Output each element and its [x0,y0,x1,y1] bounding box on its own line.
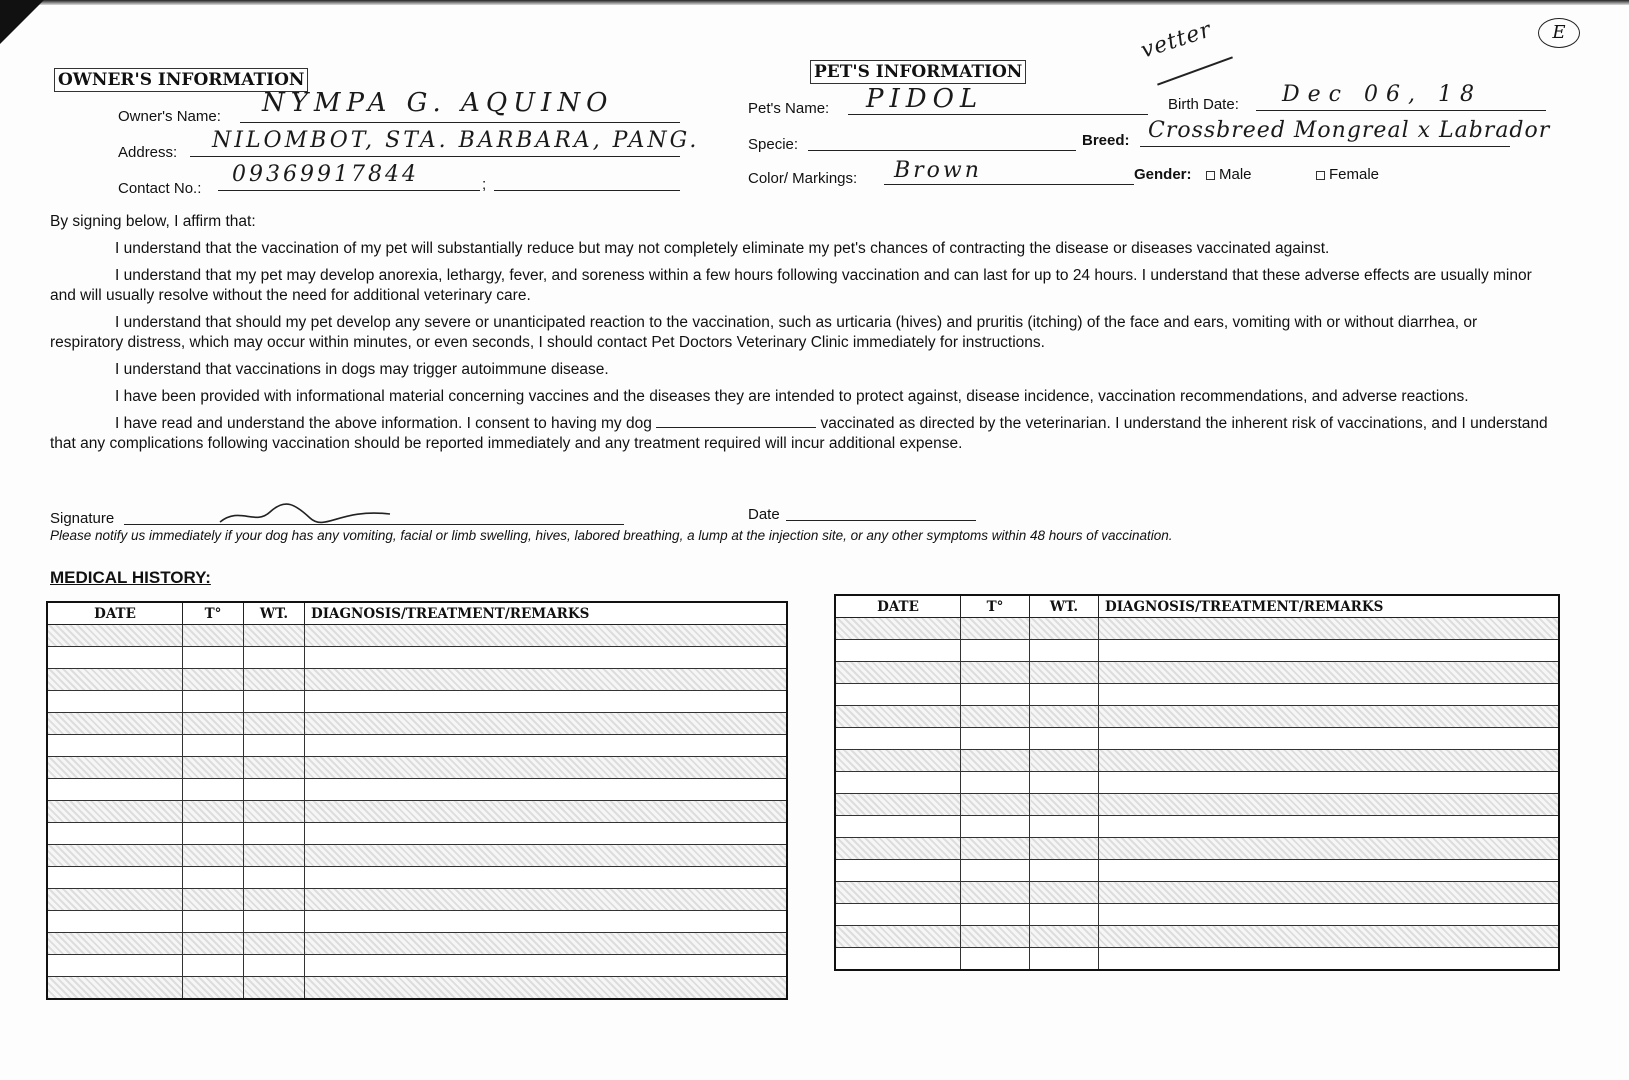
table-cell[interactable] [835,838,961,860]
table-cell[interactable] [1030,750,1099,772]
annotation-underline [1157,56,1233,85]
owner-contact-separator: ; [482,176,487,193]
table-cell[interactable] [1099,904,1560,926]
owner-name-value[interactable]: NYMPA G. AQUINO [262,88,614,118]
scan-top-edge [0,0,1629,5]
owner-contact-value[interactable]: 09369917844 [232,162,419,187]
table-cell[interactable] [835,882,961,904]
table-row [835,904,1559,926]
pet-name-value[interactable]: PIDOL [866,84,984,114]
table-row [47,823,787,845]
consent-p1: I understand that the vaccination of my pet will substantially reduce but may not completely eliminate my pet's chances of contracting the disease or diseases vaccinated against. [115,240,1330,257]
table-cell[interactable] [1099,882,1560,904]
table-cell[interactable] [47,691,183,713]
table-cell[interactable] [183,933,244,955]
table-cell[interactable] [961,838,1030,860]
pet-annotation: vetter [1137,17,1215,64]
table-cell[interactable] [244,625,305,647]
table-cell[interactable] [47,713,183,735]
table-cell[interactable] [183,801,244,823]
table-row [47,625,787,647]
table-cell[interactable] [244,735,305,757]
folded-corner [0,0,44,44]
table-cell[interactable] [1099,948,1560,971]
pet-name-label: Pet's Name: [748,100,830,117]
consent-intro: By signing below, I affirm that: [50,213,256,230]
table-cell[interactable] [835,728,961,750]
table-cell[interactable] [305,691,788,713]
table-cell[interactable] [835,618,961,640]
pet-birth-value[interactable]: Dec 06, 18 [1282,82,1482,107]
table-cell[interactable] [305,867,788,889]
table-cell[interactable] [244,911,305,933]
pet-color-line [884,184,1134,185]
table-cell[interactable] [1099,684,1560,706]
owner-address-value[interactable]: NILOMBOT, STA. BARBARA, PANG. [212,128,700,153]
consent-p5: I have been provided with informational material concerning vaccines and the diseases they are intended to protect against, disease incidence, vaccination recommendations, and adverse reactions. [115,388,1469,405]
table-cell[interactable] [835,706,961,728]
owner-address-line [190,156,680,157]
pet-gender-label: Gender: [1134,166,1192,183]
owner-contact-label: Contact No.: [118,180,202,197]
table-cell[interactable] [244,955,305,977]
pet-specie-line [808,150,1076,151]
table-cell[interactable] [244,647,305,669]
notice-text: Please notify us immediately if your dog has any vomiting, facial or limb swelling, hives, labored breathing, a lump at the injection site, or any other symptoms within 48 hours of vaccination. [50,528,1173,543]
pet-breed-label: Breed: [1082,132,1130,149]
medical-history-table-left [46,601,788,1000]
signature-label: Signature [50,510,115,527]
table-cell[interactable] [244,867,305,889]
table-row [47,713,787,735]
table-cell[interactable] [47,911,183,933]
table-cell[interactable] [1030,882,1099,904]
table-row [835,838,1559,860]
table-cell[interactable] [183,757,244,779]
table-cell[interactable] [305,911,788,933]
table-cell[interactable] [47,757,183,779]
table-cell[interactable] [244,933,305,955]
table-cell[interactable] [183,669,244,691]
table-cell[interactable] [305,955,788,977]
table-cell[interactable] [835,750,961,772]
consent-p6a: I have read and understand the above information. I consent to having my dog [115,415,652,432]
pet-birth-label: Birth Date: [1168,96,1239,113]
gender-female-label: Female [1329,166,1380,183]
table-row [835,750,1559,772]
table-cell[interactable] [305,647,788,669]
table-row [47,669,787,691]
col-date: DATE [835,595,961,618]
table-row [47,691,787,713]
table-cell[interactable] [1030,904,1099,926]
table-cell[interactable] [183,867,244,889]
table-row [835,816,1559,838]
table-cell[interactable] [305,779,788,801]
table-cell[interactable] [961,684,1030,706]
date-label: Date [748,506,780,523]
table-cell[interactable] [244,691,305,713]
table-cell[interactable] [244,757,305,779]
table-cell[interactable] [1099,662,1560,684]
gender-male-checkbox[interactable] [1206,171,1215,180]
owner-name-label: Owner's Name: [118,108,221,125]
col-diagnosis: DIAGNOSIS/TREATMENT/REMARKS [1099,595,1560,618]
consent-p4: I understand that vaccinations in dogs may trigger autoimmune disease. [115,361,609,378]
table-cell[interactable] [183,625,244,647]
pet-birth-line [1256,110,1546,111]
table-row [47,889,787,911]
table-cell[interactable] [183,779,244,801]
table-cell[interactable] [961,794,1030,816]
table-cell[interactable] [1099,838,1560,860]
table-cell[interactable] [1099,706,1560,728]
owner-section-title: OWNER'S INFORMATION [54,68,308,92]
table-cell[interactable] [183,889,244,911]
table-cell[interactable] [1030,728,1099,750]
table-cell[interactable] [1099,794,1560,816]
table-cell[interactable] [961,640,1030,662]
table-cell[interactable] [305,977,788,1000]
table-cell[interactable] [1030,618,1099,640]
table-cell[interactable] [835,662,961,684]
table-cell[interactable] [961,816,1030,838]
table-cell[interactable] [244,977,305,1000]
table-row [47,801,787,823]
table-cell[interactable] [835,926,961,948]
table-cell[interactable] [183,647,244,669]
table-cell[interactable] [183,735,244,757]
table-cell[interactable] [835,794,961,816]
table-cell[interactable] [47,867,183,889]
table-row [835,618,1559,640]
table-cell[interactable] [47,647,183,669]
table-cell[interactable] [961,706,1030,728]
table-cell[interactable] [305,625,788,647]
table-cell[interactable] [47,977,183,1000]
table-row [835,948,1559,971]
pet-specie-label: Specie: [748,136,799,153]
table-cell[interactable] [1030,948,1099,971]
table-cell[interactable] [961,860,1030,882]
table-row [47,845,787,867]
owner-contact-line [218,190,480,191]
table-cell[interactable] [835,684,961,706]
table-cell[interactable] [961,772,1030,794]
signature-scrawl [200,498,400,528]
table-cell[interactable] [1030,640,1099,662]
table-row [47,955,787,977]
table-cell[interactable] [1099,926,1560,948]
table-cell[interactable] [1099,750,1560,772]
table-cell[interactable] [1099,640,1560,662]
table-cell[interactable] [1030,772,1099,794]
table-cell[interactable] [835,860,961,882]
table-cell[interactable] [961,948,1030,971]
table-row [47,867,787,889]
table-cell[interactable] [183,713,244,735]
table-cell[interactable] [305,823,788,845]
table-cell[interactable] [305,889,788,911]
pet-section-title: PET'S INFORMATION [810,60,1026,84]
col-weight: WT. [1030,595,1099,618]
gender-male-label: Male [1219,166,1252,183]
table-cell[interactable] [1030,816,1099,838]
owner-address-label: Address: [118,144,178,161]
owner-contact-line-2 [494,190,680,191]
table-row [47,757,787,779]
table-cell[interactable] [244,669,305,691]
table-cell[interactable] [1099,772,1560,794]
table-cell[interactable] [244,713,305,735]
col-temp: T° [183,602,244,625]
table-row [835,882,1559,904]
pet-color-value[interactable]: Brown [894,158,982,183]
table-cell[interactable] [244,779,305,801]
table-cell[interactable] [1030,860,1099,882]
table-cell[interactable] [47,735,183,757]
medical-history-title: MEDICAL HISTORY: [50,568,211,587]
table-cell[interactable] [183,955,244,977]
table-cell[interactable] [244,801,305,823]
table-cell[interactable] [47,845,183,867]
table-cell[interactable] [47,779,183,801]
table-row [47,779,787,801]
col-diagnosis: DIAGNOSIS/TREATMENT/REMARKS [305,602,788,625]
table-cell[interactable] [1099,728,1560,750]
table-cell[interactable] [47,801,183,823]
col-temp: T° [961,595,1030,618]
table-row [835,706,1559,728]
table-cell[interactable] [244,823,305,845]
table-row [835,684,1559,706]
table-row [47,977,787,1000]
gender-female-option[interactable] [1316,166,1379,183]
table-cell[interactable] [1030,838,1099,860]
table-cell[interactable] [305,669,788,691]
pet-breed-value[interactable]: Crossbreed Mongreal x Labrador [1148,118,1551,143]
table-cell[interactable] [835,904,961,926]
table-cell[interactable] [305,801,788,823]
medical-history-table-right [834,594,1560,971]
table-row [835,662,1559,684]
pet-color-label: Color/ Markings: [748,170,858,187]
table-cell[interactable] [1030,706,1099,728]
table-row [47,647,787,669]
pet-breed-line [1140,146,1510,147]
table-cell[interactable] [244,889,305,911]
table-cell[interactable] [47,625,183,647]
table-cell[interactable] [305,735,788,757]
gender-female-checkbox[interactable] [1316,171,1325,180]
pet-name-line [848,114,1148,115]
table-cell[interactable] [961,662,1030,684]
table-row [47,911,787,933]
col-date: DATE [47,602,183,625]
table-cell[interactable] [47,823,183,845]
table-cell[interactable] [961,904,1030,926]
table-cell[interactable] [47,889,183,911]
table-cell[interactable] [47,933,183,955]
dog-name-blank[interactable] [656,427,816,428]
consent-p3: I understand that should my pet develop any severe or unanticipated reaction to the vaccination, such as urticaria (hives) and pruritis (itching) of the face and ears, vomiting with or without diarrhea, or respiratory distress, which may occur within minutes, or even seconds, I should contact Pet Doctors Veterinary Clinic immediately for instructions. [50,314,1478,351]
table-row [835,926,1559,948]
table-cell[interactable] [1030,662,1099,684]
table-cell[interactable] [47,669,183,691]
table-cell[interactable] [183,911,244,933]
col-weight: WT. [244,602,305,625]
table-row [835,772,1559,794]
table-cell[interactable] [305,845,788,867]
table-cell[interactable] [961,926,1030,948]
table-cell[interactable] [244,845,305,867]
owner-name-line [240,122,680,123]
consent-p2: I understand that my pet may develop anorexia, lethargy, fever, and soreness within a few hours following vaccination and can last for up to 24 hours. I understand that these adverse effects are usually minor and will usually resolve without the need for additional veterinary care. [50,267,1532,304]
table-cell[interactable] [305,757,788,779]
table-cell[interactable] [183,845,244,867]
consent-p6b: vaccinated as directed by the veterinarian. I understand the inherent risk of vaccinations, and I understand that any complications following vaccination should be reported immediately and any treatment required will incur additional expense. [50,415,1548,452]
table-cell[interactable] [961,750,1030,772]
table-cell[interactable] [183,823,244,845]
table-row [47,933,787,955]
table-cell[interactable] [305,713,788,735]
table-row [835,640,1559,662]
table-cell[interactable] [1030,684,1099,706]
table-cell[interactable] [961,728,1030,750]
table-cell[interactable] [1030,926,1099,948]
table-cell[interactable] [1030,794,1099,816]
table-cell[interactable] [961,882,1030,904]
table-row [47,735,787,757]
table-cell[interactable] [1099,816,1560,838]
table-cell[interactable] [835,640,961,662]
table-cell[interactable] [835,772,961,794]
gender-male-option[interactable] [1206,166,1252,183]
table-cell[interactable] [47,955,183,977]
consent-text [50,212,1550,461]
date-line[interactable] [786,520,976,521]
table-cell[interactable] [183,977,244,1000]
table-cell[interactable] [1099,618,1560,640]
table-row [835,860,1559,882]
table-cell[interactable] [183,691,244,713]
table-row [835,728,1559,750]
table-cell[interactable] [835,948,961,971]
table-cell[interactable] [1099,860,1560,882]
table-cell[interactable] [835,816,961,838]
table-row [835,794,1559,816]
table-cell[interactable] [961,618,1030,640]
form-stamp: E [1538,18,1580,48]
table-cell[interactable] [305,933,788,955]
